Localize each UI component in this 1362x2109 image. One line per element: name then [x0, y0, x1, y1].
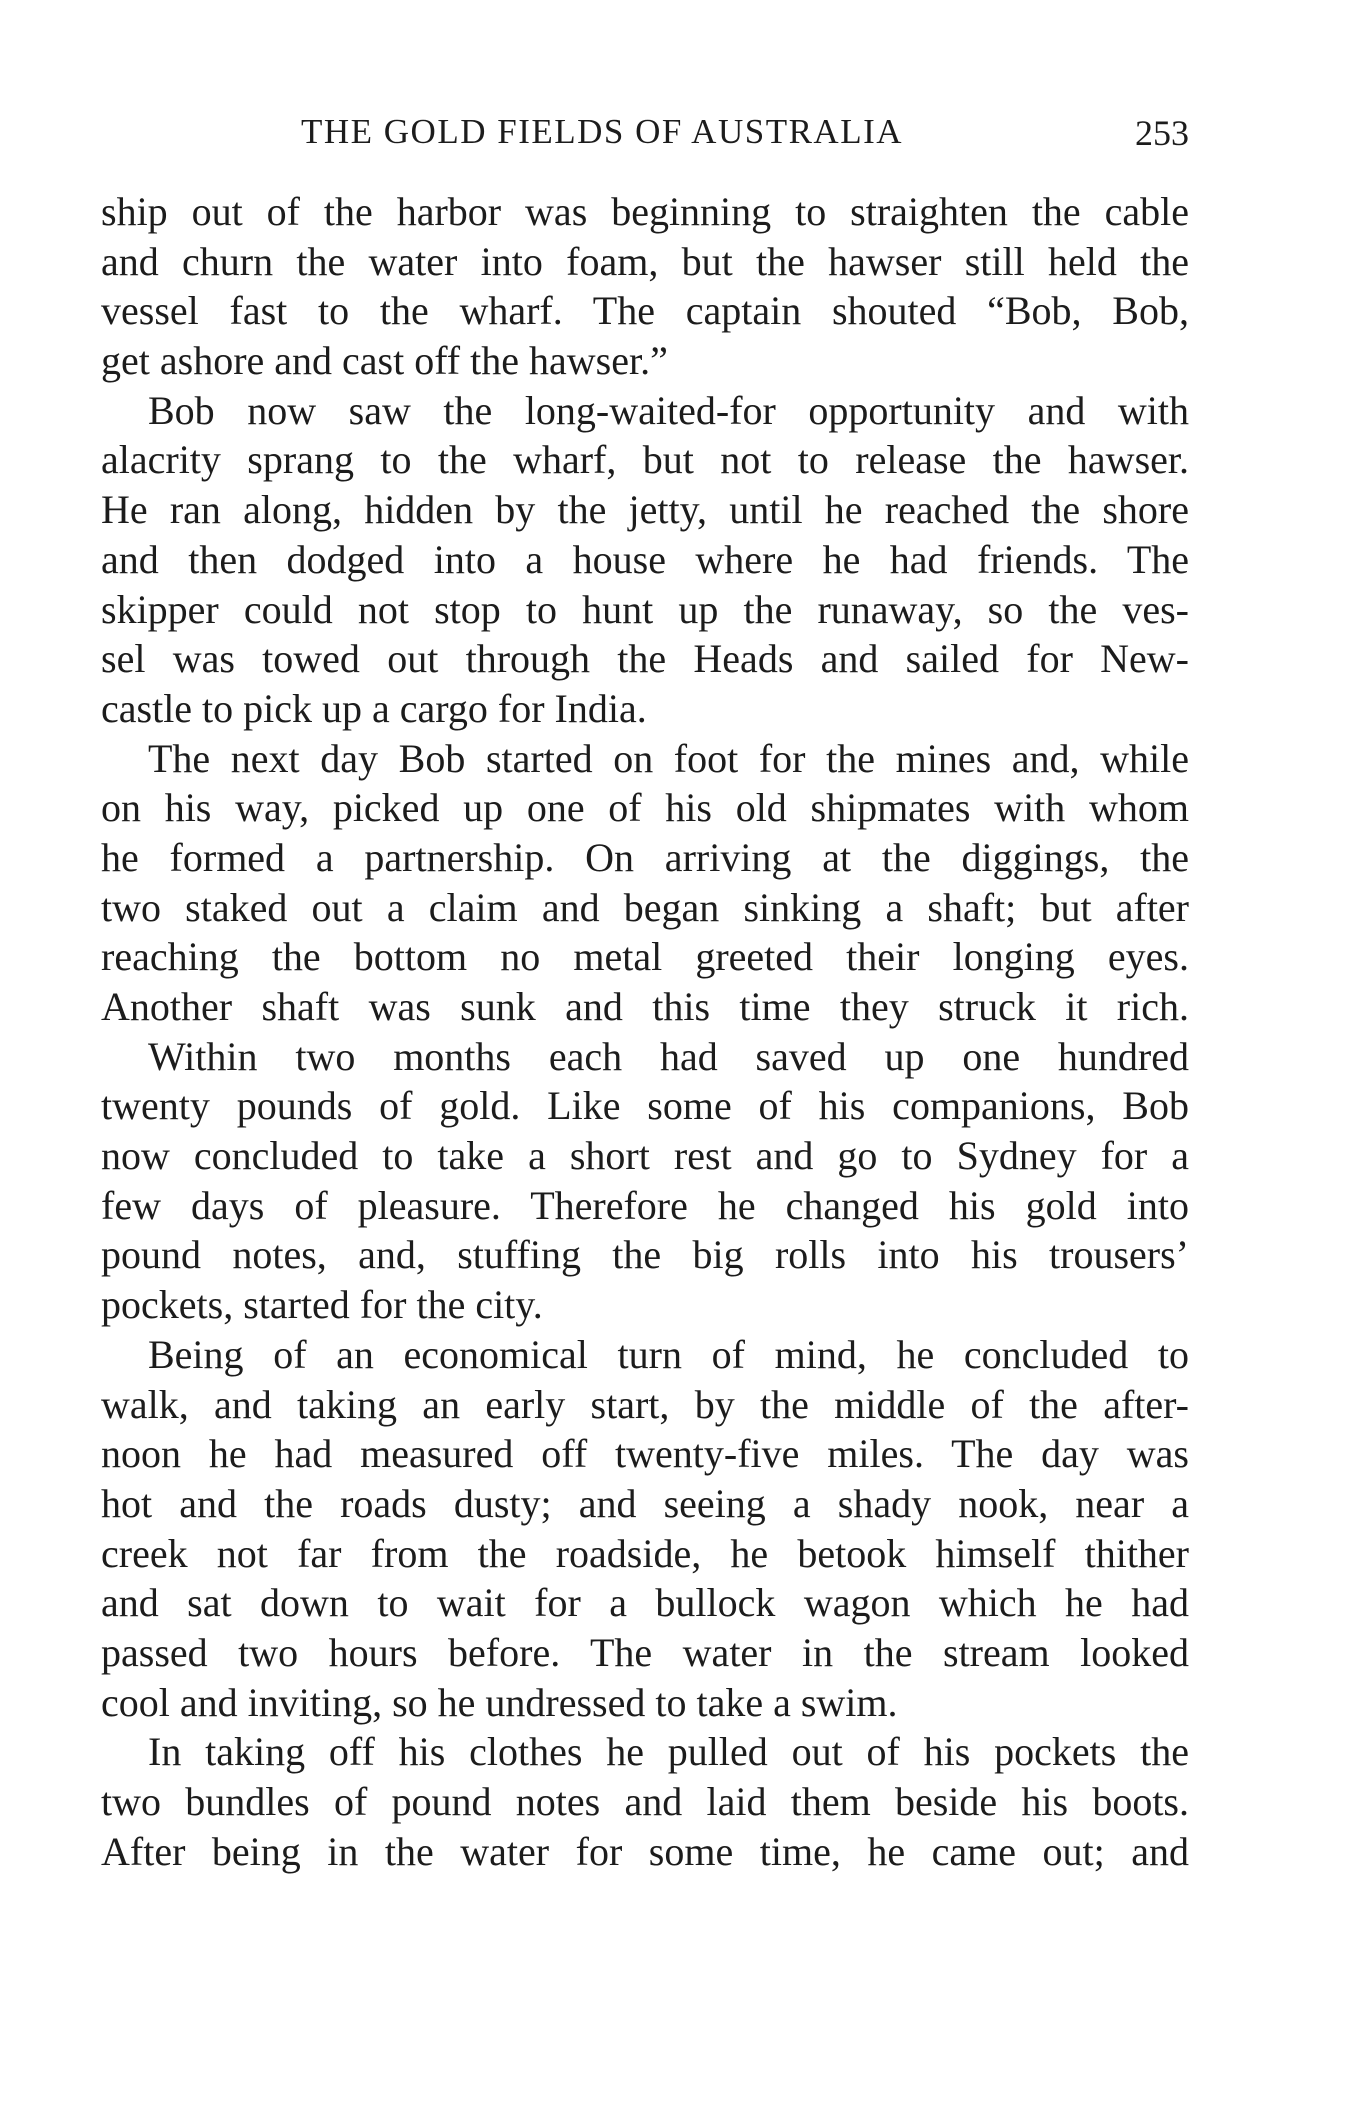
text-line: pockets, started for the city.: [101, 1282, 543, 1328]
text-line: ship out of the harbor was beginning to straighten the cable: [101, 189, 1189, 234]
text-line: The next day Bob started on foot for the mines and, while: [148, 735, 1189, 781]
text-line: alacrity sprang to the wharf, but not to release the hawser.: [101, 437, 1189, 483]
text-line: walk, and taking an early start, by the middle of the after-: [101, 1381, 1189, 1427]
text-line: skipper could not stop to hunt up the runaway, so the ves-: [101, 586, 1189, 632]
text-line: Being of an economical turn of mind, he concluded to: [148, 1331, 1189, 1377]
text-line: reaching the bottom no metal greeted their longing eyes.: [101, 934, 1189, 980]
text-line: he formed a partnership. On arriving at the diggings, the: [101, 834, 1189, 880]
paragraph: [101, 1727, 1189, 1876]
text-line: now concluded to take a short rest and go to Sydney for a: [101, 1133, 1189, 1179]
text-line: vessel fast to the wharf. The captain shouted “Bob, Bob,: [101, 288, 1189, 334]
text-line: and churn the water into foam, but the hawser still held the: [101, 238, 1189, 284]
text-line: sel was towed out through the Heads and sailed for New-: [101, 636, 1189, 682]
text-line: He ran along, hidden by the jetty, until he reached the shore: [101, 487, 1189, 533]
text-line: few days of pleasure. Therefore he changed his gold into: [101, 1182, 1189, 1228]
paragraph: [101, 1032, 1189, 1330]
text-line: two bundles of pound notes and laid them beside his boots.: [101, 1779, 1189, 1824]
text-line: In taking off his clothes he pulled out of his pockets the: [148, 1729, 1189, 1775]
text-line: noon he had measured off twenty-five miles. The day was: [101, 1431, 1189, 1477]
text-line: and then dodged into a house where he had friends. The: [101, 536, 1189, 582]
paragraph: [101, 187, 1189, 386]
text-line: hot and the roads dusty; and seeing a shady nook, near a: [101, 1480, 1189, 1526]
running-title: THE GOLD FIELDS OF AUSTRALIA: [301, 112, 903, 151]
text-line: twenty pounds of gold. Like some of his companions, Bob: [101, 1083, 1189, 1129]
text-line: and sat down to wait for a bullock wagon which he had: [101, 1580, 1189, 1626]
text-line: Another shaft was sunk and this time they struck it rich.: [101, 984, 1189, 1029]
text-line: Within two months each had saved up one hundred: [148, 1033, 1189, 1079]
page-number: 253: [1135, 113, 1189, 153]
text-line: creek not far from the roadside, he betook himself thither: [101, 1530, 1189, 1576]
text-line: castle to pick up a cargo for India.: [101, 685, 647, 731]
text-line: passed two hours before. The water in the stream looked: [101, 1629, 1189, 1675]
paragraph: [101, 386, 1189, 734]
text-line: Bob now saw the long-waited-for opportunity and with: [148, 387, 1189, 433]
text-line: pound notes, and, stuffing the big rolls into his trousers’: [101, 1232, 1189, 1278]
text-line: After being in the water for some time, he came out; and: [101, 1828, 1189, 1874]
paragraph: [101, 734, 1189, 1032]
running-header: [101, 112, 1189, 162]
text-line: get ashore and cast off the hawser.”: [101, 338, 668, 384]
text-line: two staked out a claim and began sinking a shaft; but after: [101, 884, 1189, 930]
body-text: [101, 187, 1189, 1876]
paragraph: [101, 1330, 1189, 1728]
text-line: cool and inviting, so he undressed to take a swim.: [101, 1679, 898, 1725]
text-line: on his way, picked up one of his old shipmates with whom: [101, 785, 1189, 831]
